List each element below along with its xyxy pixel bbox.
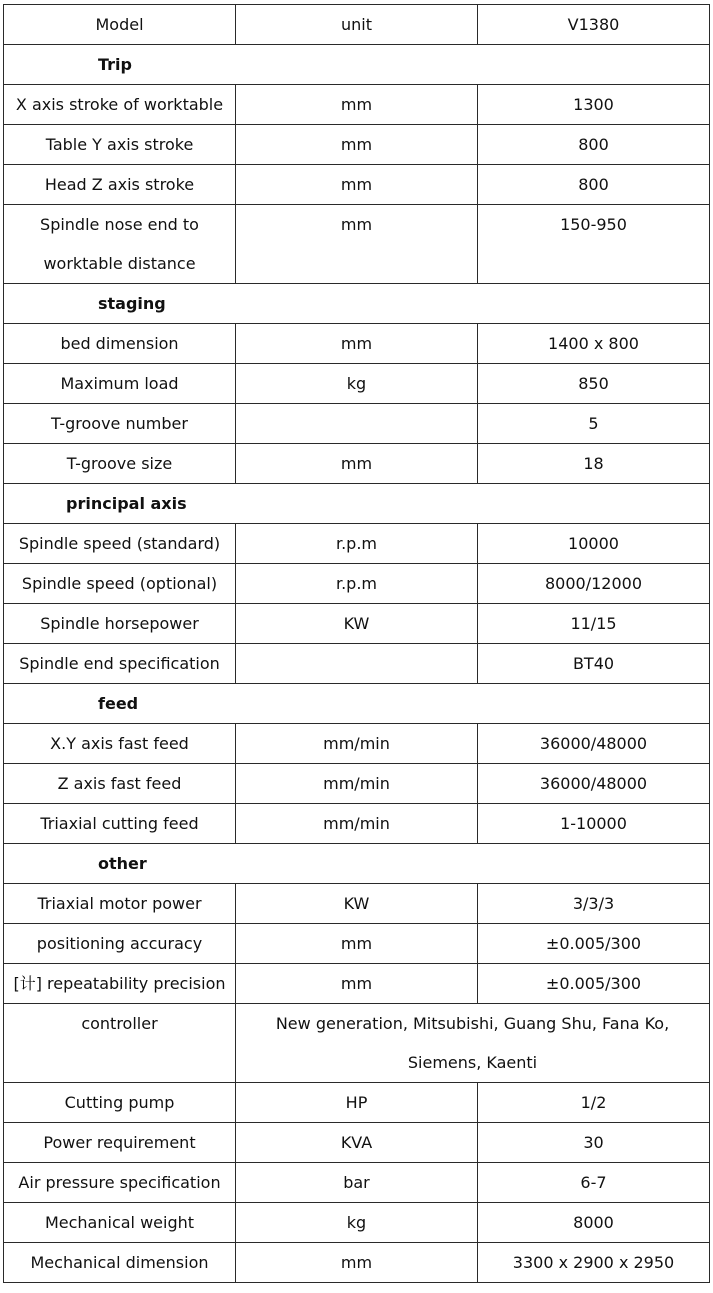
- table-row: [4, 764, 710, 804]
- param-cell: Mechanical weight: [4, 1203, 236, 1243]
- unit-cell: r.p.m: [236, 524, 478, 564]
- table-row: [4, 924, 710, 964]
- param-cell: Head Z axis stroke: [4, 165, 236, 205]
- section-title: principal axis: [4, 484, 710, 524]
- table-row: [4, 165, 710, 205]
- param-cell: T-groove number: [4, 404, 236, 444]
- section-title: staging: [4, 284, 710, 324]
- unit-cell: mm: [236, 444, 478, 484]
- spec-table-body: [4, 5, 710, 1283]
- section-row: [4, 684, 710, 724]
- param-cell: Cutting pump: [4, 1083, 236, 1123]
- section-row: [4, 45, 710, 85]
- unit-cell: KW: [236, 884, 478, 924]
- value-cell: 3300 x 2900 x 2950: [478, 1243, 710, 1283]
- spec-table: [3, 4, 710, 1283]
- value-cell: BT40: [478, 644, 710, 684]
- table-row: [4, 364, 710, 404]
- value-cell: 850: [478, 364, 710, 404]
- unit-cell: bar: [236, 1163, 478, 1203]
- value-cell: ±0.005/300: [478, 924, 710, 964]
- value-cell: ±0.005/300: [478, 964, 710, 1004]
- value-cell: 8000: [478, 1203, 710, 1243]
- value-cell: 1-10000: [478, 804, 710, 844]
- table-row: [4, 804, 710, 844]
- value-cell: 18: [478, 444, 710, 484]
- header-row: [4, 5, 710, 45]
- table-row: [4, 604, 710, 644]
- unit-cell: kg: [236, 364, 478, 404]
- unit-cell: HP: [236, 1083, 478, 1123]
- value-cell: 800: [478, 125, 710, 165]
- table-row: [4, 964, 710, 1004]
- unit-cell: mm: [236, 85, 478, 125]
- unit-cell: KVA: [236, 1123, 478, 1163]
- param-cell: Table Y axis stroke: [4, 125, 236, 165]
- section-row: [4, 844, 710, 884]
- param-cell: Triaxial cutting feed: [4, 804, 236, 844]
- section-title: feed: [4, 684, 710, 724]
- value-cell: 1300: [478, 85, 710, 125]
- value-cell: 36000/48000: [478, 724, 710, 764]
- header-param: Model: [4, 5, 236, 45]
- unit-cell: r.p.m: [236, 564, 478, 604]
- param-cell: Spindle end specification: [4, 644, 236, 684]
- table-row: [4, 1203, 710, 1243]
- table-row: [4, 205, 710, 284]
- param-cell: Mechanical dimension: [4, 1243, 236, 1283]
- param-cell: Air pressure specification: [4, 1163, 236, 1203]
- table-row: [4, 724, 710, 764]
- param-cell: Spindle horsepower: [4, 604, 236, 644]
- unit-cell: mm/min: [236, 724, 478, 764]
- unit-cell: mm: [236, 924, 478, 964]
- value-cell: 30: [478, 1123, 710, 1163]
- param-cell: [计] repeatability precision: [4, 964, 236, 1004]
- unit-cell: mm: [236, 205, 478, 284]
- param-cell: Spindle speed (optional): [4, 564, 236, 604]
- value-cell: 1/2: [478, 1083, 710, 1123]
- param-cell: Spindle speed (standard): [4, 524, 236, 564]
- value-cell: 3/3/3: [478, 884, 710, 924]
- table-row: [4, 324, 710, 364]
- value-cell: New generation, Mitsubishi, Guang Shu, Fana Ko, Siemens, Kaenti: [236, 1004, 710, 1083]
- table-row: [4, 644, 710, 684]
- value-cell: 36000/48000: [478, 764, 710, 804]
- table-row: [4, 1083, 710, 1123]
- section-row: [4, 484, 710, 524]
- unit-cell: [236, 404, 478, 444]
- section-row: [4, 284, 710, 324]
- unit-cell: mm: [236, 165, 478, 205]
- table-row: [4, 1243, 710, 1283]
- value-cell: 1400 x 800: [478, 324, 710, 364]
- param-cell: controller: [4, 1004, 236, 1083]
- value-cell: 5: [478, 404, 710, 444]
- value-cell: 150-950: [478, 205, 710, 284]
- unit-cell: mm/min: [236, 764, 478, 804]
- unit-cell: [236, 644, 478, 684]
- table-row: [4, 1163, 710, 1203]
- table-row: [4, 125, 710, 165]
- value-cell: 800: [478, 165, 710, 205]
- section-title: Trip: [4, 45, 710, 85]
- table-row: [4, 564, 710, 604]
- unit-cell: mm/min: [236, 804, 478, 844]
- value-cell: 10000: [478, 524, 710, 564]
- param-cell: Power requirement: [4, 1123, 236, 1163]
- param-cell: X.Y axis fast feed: [4, 724, 236, 764]
- param-cell: bed dimension: [4, 324, 236, 364]
- param-cell: positioning accuracy: [4, 924, 236, 964]
- value-cell: 6-7: [478, 1163, 710, 1203]
- param-cell: T-groove size: [4, 444, 236, 484]
- param-cell: Maximum load: [4, 364, 236, 404]
- unit-cell: kg: [236, 1203, 478, 1243]
- unit-cell: mm: [236, 1243, 478, 1283]
- table-row: [4, 444, 710, 484]
- table-row: [4, 85, 710, 125]
- table-row: [4, 1004, 710, 1083]
- header-unit: unit: [236, 5, 478, 45]
- param-cell: Triaxial motor power: [4, 884, 236, 924]
- param-cell: X axis stroke of worktable: [4, 85, 236, 125]
- table-row: [4, 884, 710, 924]
- section-title: other: [4, 844, 710, 884]
- value-cell: 11/15: [478, 604, 710, 644]
- param-cell: Z axis fast feed: [4, 764, 236, 804]
- value-cell: 8000/12000: [478, 564, 710, 604]
- table-row: [4, 524, 710, 564]
- param-cell: Spindle nose end to worktable distance: [4, 205, 236, 284]
- unit-cell: mm: [236, 125, 478, 165]
- header-value: V1380: [478, 5, 710, 45]
- table-row: [4, 1123, 710, 1163]
- unit-cell: mm: [236, 964, 478, 1004]
- unit-cell: KW: [236, 604, 478, 644]
- table-row: [4, 404, 710, 444]
- unit-cell: mm: [236, 324, 478, 364]
